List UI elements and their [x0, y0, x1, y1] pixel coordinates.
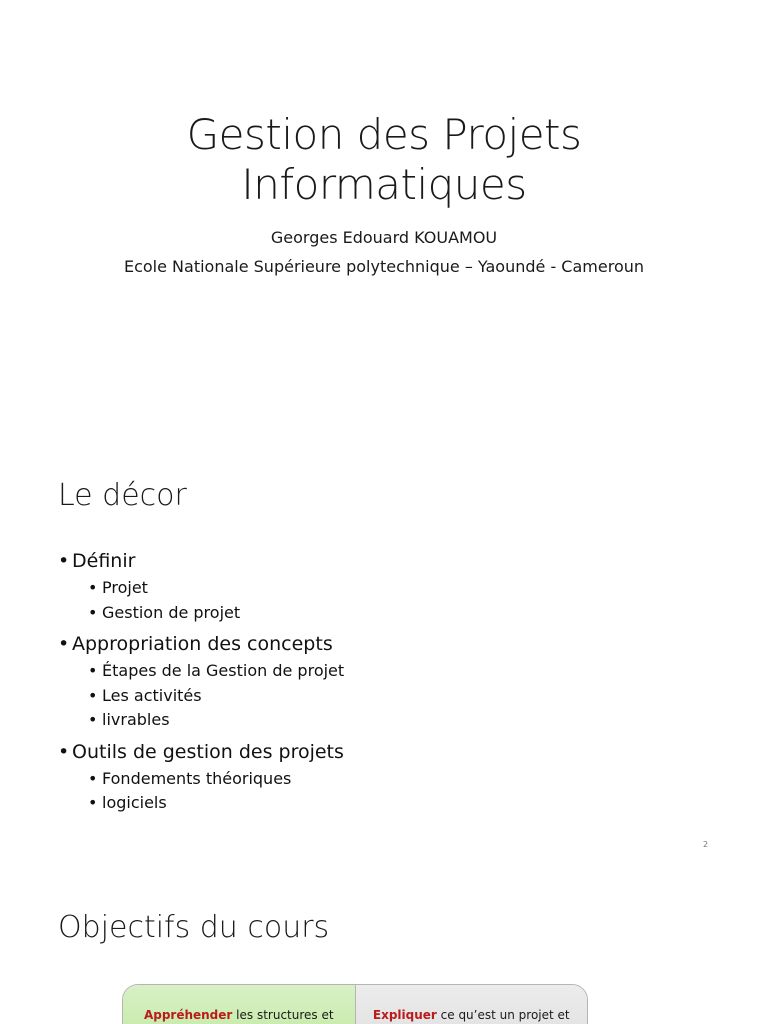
sub-bullet-list	[58, 767, 344, 816]
bullet-icon: •	[58, 550, 70, 572]
sub-bullet-list	[58, 576, 344, 625]
slide-heading: Le décor	[58, 478, 187, 513]
sub-bullet-item	[88, 684, 344, 709]
sub-bullet-item	[88, 708, 344, 733]
bullet-icon: •	[88, 768, 98, 788]
bullet-icon: •	[88, 602, 98, 622]
sub-bullet-list	[58, 659, 344, 733]
bullet-item	[58, 631, 344, 733]
title-line-2: Informatiques	[241, 160, 527, 209]
sub-bullet-label: Étapes de la Gestion de projet	[102, 661, 345, 680]
sub-bullet-label: livrables	[102, 710, 170, 729]
objective-keyword: Appréhender	[143, 1008, 233, 1022]
objectives-diagram	[122, 984, 588, 1024]
objectives-slide	[0, 860, 768, 1024]
bullet-list	[58, 548, 344, 816]
objective-keyword: Expliquer	[372, 1008, 437, 1022]
sub-bullet-label: Fondements théoriques	[102, 768, 292, 788]
title-slide	[0, 0, 768, 420]
sub-bullet-item	[88, 576, 344, 601]
presentation-title	[0, 110, 768, 210]
sub-bullet-item	[88, 659, 344, 684]
sub-bullet-label: logiciels	[102, 793, 167, 812]
sub-bullet-item	[88, 767, 344, 792]
title-line-1: Gestion des Projets	[186, 110, 582, 159]
bullet-label: Appropriation des concepts	[72, 633, 333, 655]
bullet-icon: •	[88, 793, 98, 812]
objective-text: ce qu’est un projet et	[436, 1008, 570, 1022]
objective-cell-apprehender	[123, 985, 356, 1024]
bullet-icon: •	[88, 578, 98, 597]
decor-slide	[0, 420, 768, 860]
sub-bullet-item	[88, 601, 344, 626]
sub-bullet-label: Les activités	[102, 685, 202, 705]
author-name: Georges Edouard KOUAMOU	[270, 228, 498, 247]
bullet-item	[58, 739, 344, 816]
sub-bullet-item	[88, 791, 344, 816]
sub-bullet-label: Gestion de projet	[102, 602, 241, 622]
bullet-icon: •	[88, 685, 98, 705]
bullet-item	[58, 548, 344, 625]
bullet-icon: •	[58, 740, 70, 763]
slide-heading: Objectifs du cours	[58, 910, 330, 945]
bullet-icon: •	[58, 633, 70, 655]
bullet-icon: •	[88, 661, 98, 680]
page-number: 2	[703, 840, 709, 849]
sub-bullet-label: Projet	[102, 578, 148, 597]
bullet-icon: •	[88, 710, 98, 729]
bullet-label: Définir	[72, 550, 136, 572]
school-name: Ecole Nationale Supérieure polytechnique – Yaoundé - Cameroun	[123, 257, 645, 276]
bullet-label: Outils de gestion des projets	[72, 740, 344, 763]
objective-text: les structures et	[232, 1008, 334, 1022]
objective-cell-expliquer	[356, 985, 588, 1024]
